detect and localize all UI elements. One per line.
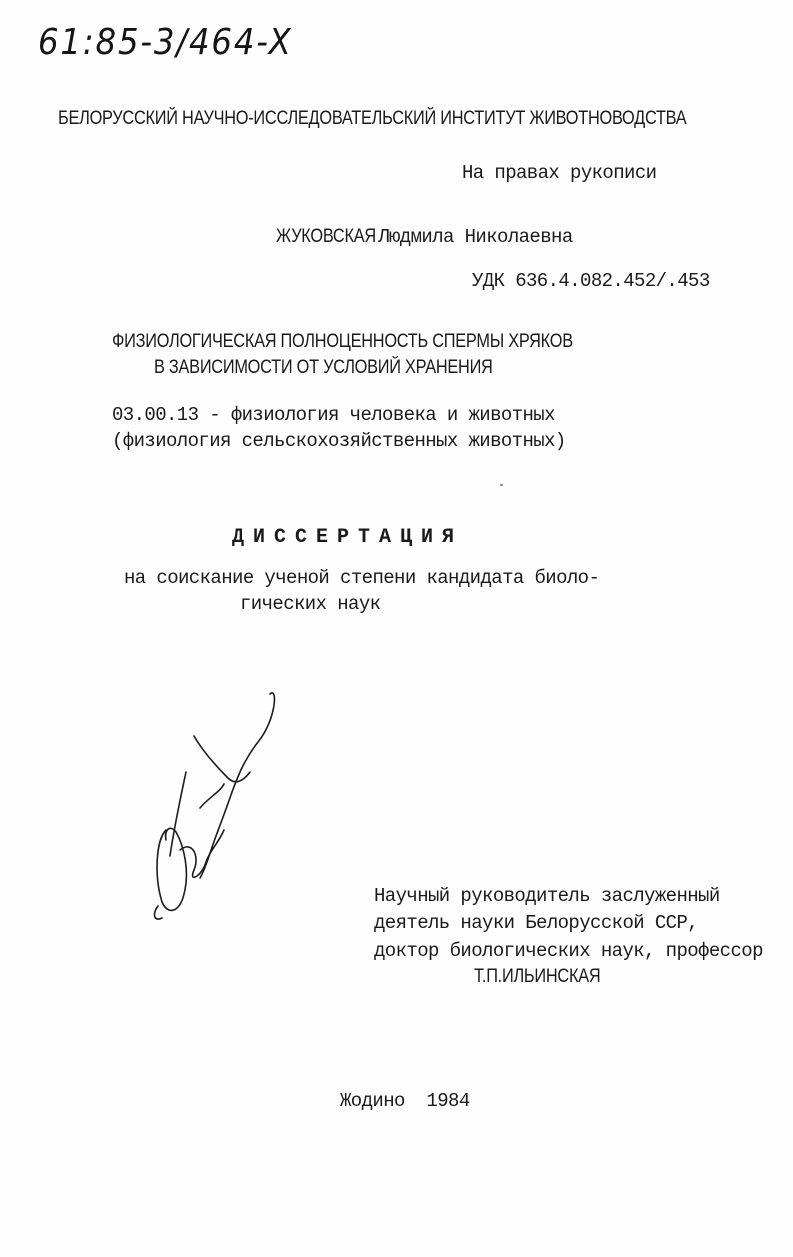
- speck: [500, 484, 503, 486]
- specialty-line-2: (физиология сельскохозяйственных животных): [112, 430, 566, 452]
- manuscript-rights-note: На правах рукописи: [462, 162, 657, 184]
- degree-line-1: на соискание ученой степени кандидата биоло-: [124, 567, 600, 589]
- degree-line-2: гических наук: [240, 593, 381, 615]
- supervisor-line-1: Научный руководитель заслуженный: [374, 885, 720, 907]
- archive-code-handwritten: 61:85-3/464-X: [38, 22, 293, 63]
- place-year: [340, 1090, 470, 1112]
- author-surname: ЖУКОВСКАЯ: [276, 226, 376, 247]
- title-line-2: В ЗАВИСИМОСТИ ОТ УСЛОВИЙ ХРАНЕНИЯ: [154, 357, 493, 378]
- institute-name: БЕЛОРУССКИЙ НАУЧНО-ИССЛЕДОВАТЕЛЬСКИЙ ИНСТИТУТ ЖИВОТНОВОДСТВА: [58, 108, 687, 129]
- udc-code: УДК 636.4.082.452/.453: [472, 270, 710, 292]
- author-name: [276, 226, 573, 248]
- supervisor-name: Т.П.ИЛЬИНСКАЯ: [474, 966, 601, 987]
- supervisor-line-2: деятель науки Белорусской ССР,: [374, 912, 699, 934]
- city: Жодино: [340, 1090, 405, 1112]
- handwritten-signature: [140, 680, 290, 920]
- title-line-1: ФИЗИОЛОГИЧЕСКАЯ ПОЛНОЦЕННОСТЬ СПЕРМЫ ХРЯКОВ: [112, 331, 573, 352]
- year: 1984: [426, 1090, 470, 1112]
- supervisor-line-3: доктор биологических наук, профессор: [374, 940, 763, 962]
- author-given-names: Людмила Николаевна: [378, 226, 573, 248]
- specialty-line-1: 03.00.13 - физиология человека и животных: [112, 404, 555, 426]
- document-type: ДИССЕРТАЦИЯ: [232, 526, 464, 549]
